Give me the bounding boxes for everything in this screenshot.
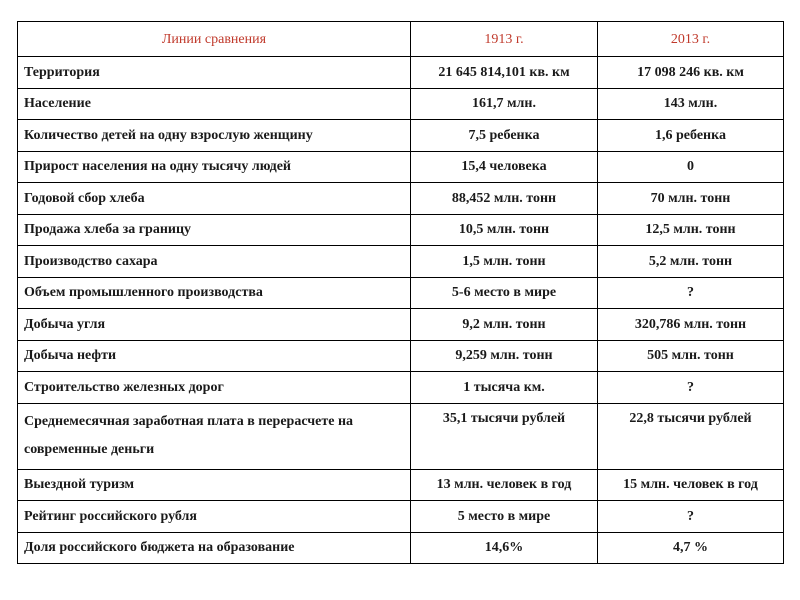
row-label: Добыча угля xyxy=(18,309,411,341)
value-2013: 15 млн. человек в год xyxy=(598,469,784,501)
row-label: Годовой сбор хлеба xyxy=(18,183,411,215)
row-label: Производство сахара xyxy=(18,246,411,278)
table-row xyxy=(18,57,784,89)
table-row xyxy=(18,309,784,341)
row-label: Продажа хлеба за границу xyxy=(18,214,411,246)
value-1913: 161,7 млн. xyxy=(411,88,598,120)
value-1913: 15,4 человека xyxy=(411,151,598,183)
header-year-1913: 1913 г. xyxy=(411,22,598,57)
header-year-2013: 2013 г. xyxy=(598,22,784,57)
value-2013: 17 098 246 кв. км xyxy=(598,57,784,89)
row-label: Количество детей на одну взрослую женщину xyxy=(18,120,411,152)
value-2013: 143 млн. xyxy=(598,88,784,120)
table-row xyxy=(18,151,784,183)
value-2013: ? xyxy=(598,277,784,309)
row-label: Объем промышленного производства xyxy=(18,277,411,309)
value-2013: 505 млн. тонн xyxy=(598,340,784,372)
row-label: Выездной туризм xyxy=(18,469,411,501)
value-2013: 320,786 млн. тонн xyxy=(598,309,784,341)
value-2013: 22,8 тысячи рублей xyxy=(598,403,784,469)
value-1913: 9,2 млн. тонн xyxy=(411,309,598,341)
value-1913: 7,5 ребенка xyxy=(411,120,598,152)
table-row xyxy=(18,246,784,278)
value-1913: 35,1 тысячи рублей xyxy=(411,403,598,469)
table-row xyxy=(18,120,784,152)
row-label: Прирост населения на одну тысячу людей xyxy=(18,151,411,183)
table-row xyxy=(18,88,784,120)
row-label: Добыча нефти xyxy=(18,340,411,372)
value-2013: 70 млн. тонн xyxy=(598,183,784,215)
value-1913: 21 645 814,101 кв. км xyxy=(411,57,598,89)
value-1913: 14,6% xyxy=(411,532,598,564)
value-1913: 1 тысяча км. xyxy=(411,372,598,404)
row-label: Население xyxy=(18,88,411,120)
table-row xyxy=(18,469,784,501)
table-row xyxy=(18,277,784,309)
value-1913: 9,259 млн. тонн xyxy=(411,340,598,372)
row-label: Рейтинг российского рубля xyxy=(18,501,411,533)
value-1913: 1,5 млн. тонн xyxy=(411,246,598,278)
value-2013: 4,7 % xyxy=(598,532,784,564)
table-row xyxy=(18,372,784,404)
value-2013: 0 xyxy=(598,151,784,183)
row-label: Среднемесячная заработная плата в перерасчете на современные деньги xyxy=(18,403,411,469)
table-row xyxy=(18,501,784,533)
row-label: Доля российского бюджета на образование xyxy=(18,532,411,564)
table-row xyxy=(18,183,784,215)
table-row xyxy=(18,532,784,564)
value-2013: 5,2 млн. тонн xyxy=(598,246,784,278)
value-2013: ? xyxy=(598,372,784,404)
header-comparison-lines: Линии сравнения xyxy=(18,22,411,57)
table-row xyxy=(18,214,784,246)
row-label: Строительство железных дорог xyxy=(18,372,411,404)
row-label: Территория xyxy=(18,57,411,89)
value-1913: 5 место в мире xyxy=(411,501,598,533)
comparison-table xyxy=(17,21,784,564)
table-row xyxy=(18,403,784,469)
value-2013: 1,6 ребенка xyxy=(598,120,784,152)
value-1913: 5-6 место в мире xyxy=(411,277,598,309)
value-1913: 88,452 млн. тонн xyxy=(411,183,598,215)
value-1913: 13 млн. человек в год xyxy=(411,469,598,501)
header-row xyxy=(18,22,784,57)
value-1913: 10,5 млн. тонн xyxy=(411,214,598,246)
value-2013: 12,5 млн. тонн xyxy=(598,214,784,246)
table-row xyxy=(18,340,784,372)
value-2013: ? xyxy=(598,501,784,533)
